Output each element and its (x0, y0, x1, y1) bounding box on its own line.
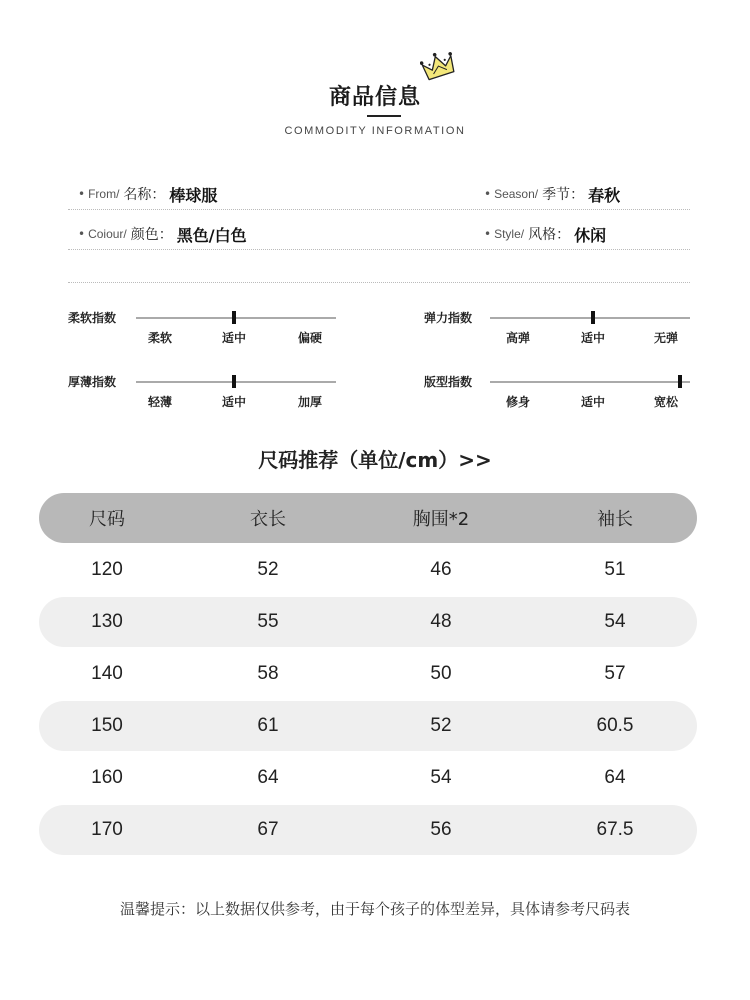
size-table (39, 493, 697, 857)
table-cell: 50 (430, 663, 452, 684)
table-cell: 48 (430, 611, 452, 632)
scale-tick: 高弹 (505, 331, 531, 345)
info-name-en: From/ (88, 187, 120, 201)
scale-tick: 偏硬 (297, 331, 323, 345)
info-row-name-season (68, 180, 690, 210)
table-cell: 51 (604, 559, 626, 580)
bullet-icon: • (78, 187, 86, 201)
info-season-en: Season/ (494, 187, 539, 201)
scale-marker (591, 311, 595, 324)
table-cell: 56 (430, 819, 452, 840)
table-cell: 64 (257, 767, 279, 788)
info-name-label: 名称： (123, 187, 166, 203)
info-style-en: Style/ (494, 227, 525, 241)
scale-tick: 宽松 (653, 395, 679, 409)
softness-scale (68, 309, 348, 349)
scale-tick: 适中 (221, 331, 247, 345)
scale-track (136, 381, 336, 383)
scale-tick: 柔软 (147, 331, 173, 345)
info-style (484, 220, 606, 248)
info-season-value: 春秋 (588, 185, 621, 205)
column-header: 胸围*2 (412, 509, 470, 530)
table-cell: 61 (257, 715, 279, 736)
table-cell: 120 (91, 559, 123, 580)
table-cell: 60.5 (596, 715, 634, 736)
table-cell: 55 (257, 611, 279, 632)
table-row (39, 597, 697, 647)
scale-tick: 适中 (221, 395, 247, 409)
table-cell: 64 (604, 767, 626, 788)
column-header: 衣长 (250, 509, 286, 530)
table-cell: 52 (430, 715, 452, 736)
scale-tick: 适中 (580, 395, 606, 409)
info-row-color-style (68, 220, 690, 250)
title-underline (367, 115, 401, 117)
page-title: 商品信息 (328, 85, 421, 110)
info-style-label: 风格： (528, 227, 571, 243)
scale-tick: 轻薄 (147, 395, 173, 409)
table-cell: 52 (257, 559, 279, 580)
info-color-label: 颜色： (130, 227, 173, 243)
scale-tick: 无弹 (653, 331, 679, 345)
table-cell: 57 (604, 663, 626, 684)
thickness-scale (68, 373, 348, 413)
size-section-title: 尺码推荐（单位/cm）>> (258, 448, 492, 472)
info-season (484, 180, 620, 208)
info-color (78, 220, 247, 248)
table-cell: 67.5 (596, 819, 634, 840)
scale-name: 版型指数 (424, 375, 473, 389)
table-cell: 150 (91, 715, 123, 736)
table-cell: 130 (91, 611, 123, 632)
scale-marker (232, 375, 236, 388)
info-name (78, 180, 217, 208)
header (0, 48, 750, 148)
table-header-row (39, 493, 697, 543)
bullet-icon: • (484, 187, 492, 201)
scale-name: 弹力指数 (424, 311, 473, 325)
table-cell: 170 (91, 819, 123, 840)
table-row (39, 753, 697, 803)
column-header: 尺码 (89, 509, 125, 530)
scale-marker (678, 375, 682, 388)
table-row (39, 649, 697, 699)
scale-track (490, 381, 690, 383)
scale-tick: 加厚 (297, 395, 323, 409)
crown-icon (420, 48, 458, 84)
scale-name: 柔软指数 (68, 311, 117, 325)
sizing-note: 温馨提示：以上数据仅供参考，由于每个孩子的体型差异，具体请参考尺码表 (119, 900, 630, 918)
table-row (39, 545, 697, 595)
info-style-value: 休闲 (574, 225, 607, 245)
scale-marker (232, 311, 236, 324)
bullet-icon: • (484, 227, 492, 241)
info-name-value: 棒球服 (169, 185, 218, 205)
scale-tick: 修身 (505, 395, 531, 409)
elasticity-scale (424, 309, 704, 349)
scale-track (136, 317, 336, 319)
table-cell: 46 (430, 559, 452, 580)
table-row (39, 701, 697, 751)
page-subtitle: COMMODITY INFORMATION (284, 125, 466, 137)
table-cell: 140 (91, 663, 123, 684)
table-cell: 160 (91, 767, 123, 788)
info-color-value: 黑色/白色 (176, 225, 247, 245)
info-season-label: 季节： (542, 187, 585, 203)
table-row (39, 805, 697, 855)
scale-track (490, 317, 690, 319)
divider (68, 282, 690, 283)
bullet-icon: • (78, 227, 86, 241)
scale-tick: 适中 (580, 331, 606, 345)
column-header: 袖长 (597, 509, 633, 530)
table-cell: 54 (430, 767, 452, 788)
table-cell: 67 (257, 819, 279, 840)
info-color-en: Coiour/ (88, 227, 127, 241)
fit-scale (424, 373, 704, 413)
table-cell: 58 (257, 663, 279, 684)
scale-name: 厚薄指数 (68, 375, 117, 389)
table-cell: 54 (604, 611, 626, 632)
